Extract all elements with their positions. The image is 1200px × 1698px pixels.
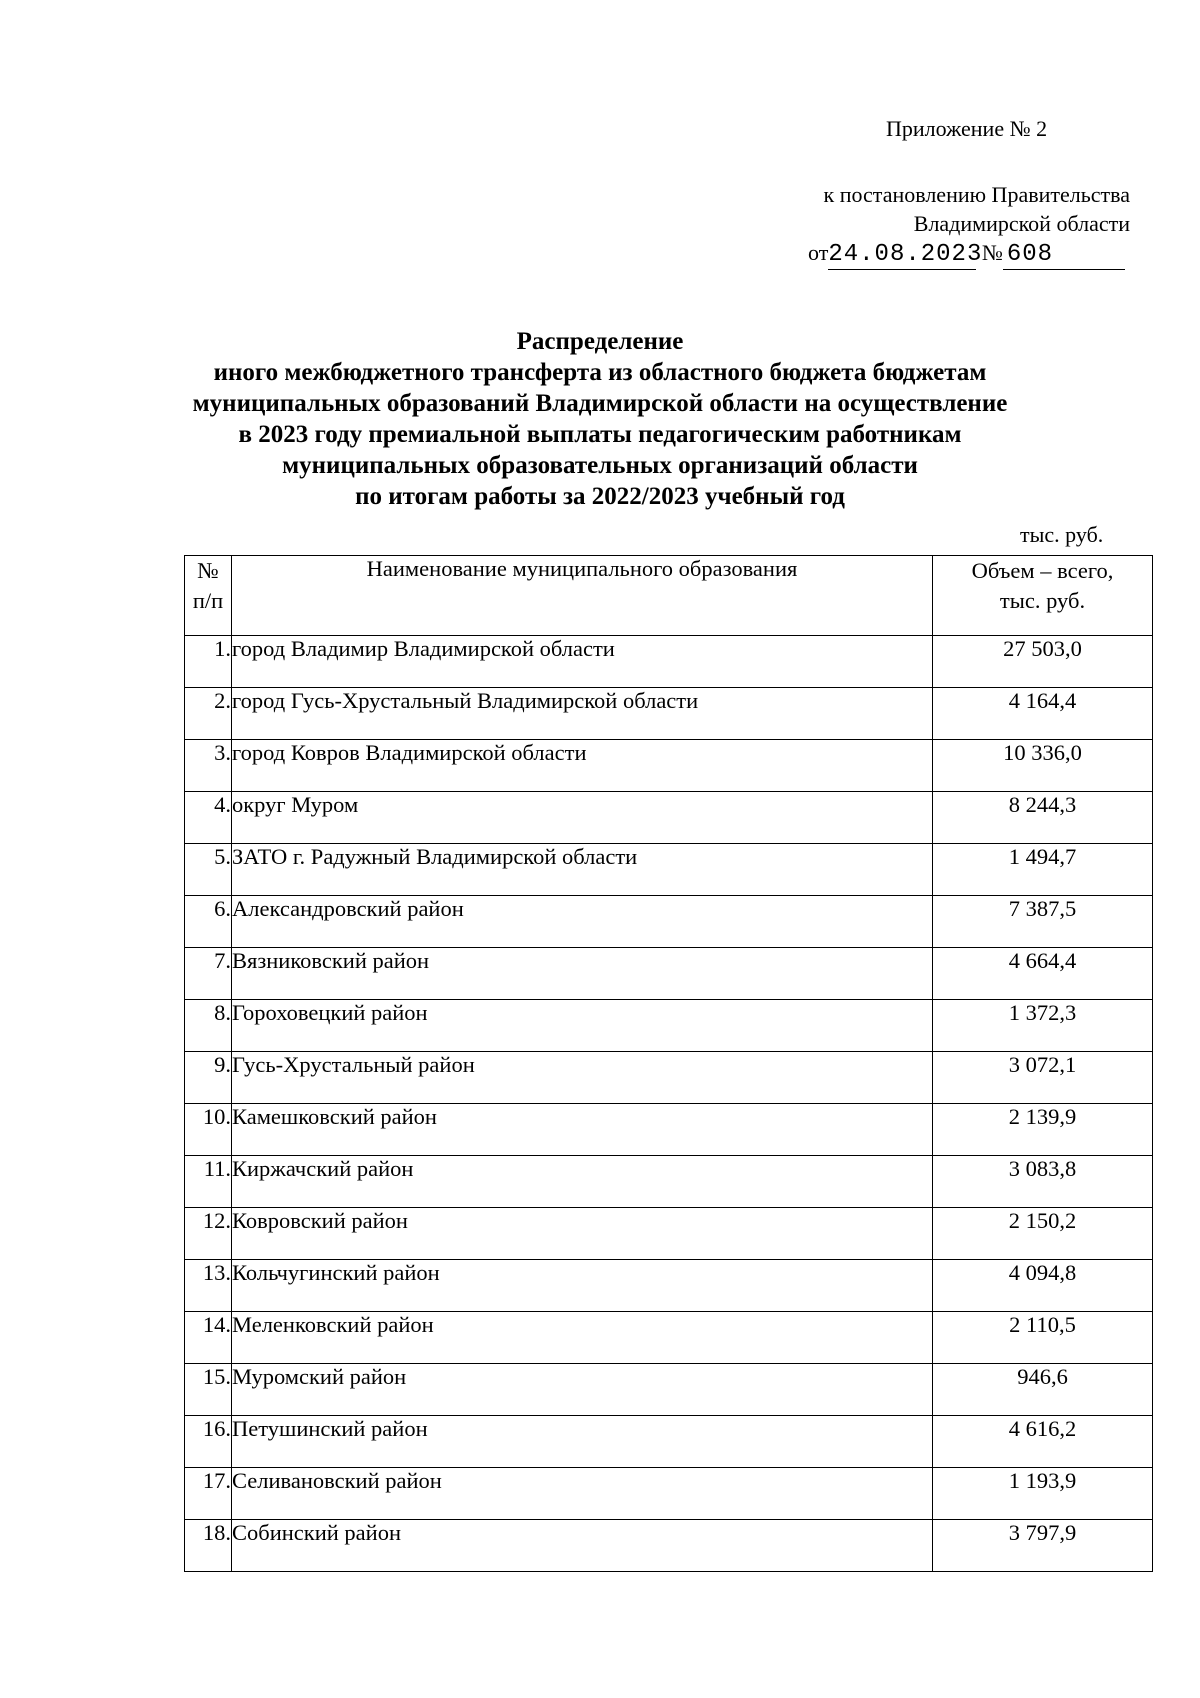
row-number: 3. [185,740,232,792]
header-number-line-2: п/п [192,588,224,613]
municipality-name: город Владимир Владимирской области [232,636,933,688]
municipality-name: Вязниковский район [232,948,933,1000]
header-name: Наименование муниципального образования [232,556,933,636]
number-prefix: № [981,240,1003,265]
appendix-number: Приложение № 2 [886,116,1048,141]
amount-value: 4 164,4 [933,688,1153,740]
municipality-name: Кольчугинский район [232,1260,933,1312]
title-line-6: по итогам работы за 2022/2023 учебный год [355,483,845,510]
amount-value: 4 094,8 [933,1260,1153,1312]
amount-value: 10 336,0 [933,740,1153,792]
amount-value: 4 616,2 [933,1416,1153,1468]
table-row [185,1468,1153,1520]
decree-date: 24.08.2023 [828,241,983,268]
table-row [185,688,1153,740]
municipality-name: Петушинский район [232,1416,933,1468]
amount-value: 2 110,5 [933,1312,1153,1364]
header-number [185,556,232,636]
amount-value: 1 372,3 [933,1000,1153,1052]
amount-value: 3 797,9 [933,1520,1153,1572]
row-number: 6. [185,896,232,948]
row-number: 1. [185,636,232,688]
table-row [185,1416,1153,1468]
title-line-2: иного межбюджетного трансферта из областного бюджета бюджетам [213,359,987,386]
amount-value: 8 244,3 [933,792,1153,844]
amount-value: 2 139,9 [933,1104,1153,1156]
title-line-5: муниципальных образовательных организаций области [282,452,918,479]
decree-date-number [800,238,1130,270]
amount-value: 1 193,9 [933,1468,1153,1520]
row-number: 8. [185,1000,232,1052]
table-row [185,896,1153,948]
table-row [185,1260,1153,1312]
distribution-table [184,555,1153,1572]
municipality-name: город Ковров Владимирской области [232,740,933,792]
row-number: 17. [185,1468,232,1520]
row-number: 7. [185,948,232,1000]
amount-value: 1 494,7 [933,844,1153,896]
municipality-name: Селивановский район [232,1468,933,1520]
amount-value: 3 083,8 [933,1156,1153,1208]
municipality-name: Киржачский район [232,1156,933,1208]
municipality-name: Камешковский район [232,1104,933,1156]
table-header-row [185,556,1153,636]
amount-value: 4 664,4 [933,948,1153,1000]
table-row [185,636,1153,688]
table-row [185,1156,1153,1208]
table-row [185,740,1153,792]
amount-value: 3 072,1 [933,1052,1153,1104]
table-row [185,1208,1153,1260]
table-row [185,1364,1153,1416]
table-row [185,792,1153,844]
municipality-name: Гусь-Хрустальный район [232,1052,933,1104]
row-number: 5. [185,844,232,896]
units-label: тыс. руб. [1020,522,1104,547]
row-number: 16. [185,1416,232,1468]
table-row [185,1520,1153,1572]
row-number: 12. [185,1208,232,1260]
decree-line-2: Владимирской области [913,211,1130,236]
municipality-name: ЗАТО г. Радужный Владимирской области [232,844,933,896]
title-line-3: муниципальных образований Владимирской области на осуществление [192,390,1008,417]
table-row [185,1052,1153,1104]
row-number: 14. [185,1312,232,1364]
header-value-line-1: Объем – всего, [971,558,1114,583]
row-number: 15. [185,1364,232,1416]
header-number-line-1: № [197,558,219,583]
decree-number: 608 [1003,240,1125,270]
row-number: 4. [185,792,232,844]
table-row [185,1104,1153,1156]
row-number: 18. [185,1520,232,1572]
municipality-name: Гороховецкий район [232,1000,933,1052]
municipality-name: Меленковский район [232,1312,933,1364]
decree-line-1: к постановлению Правительства [823,182,1130,207]
row-number: 13. [185,1260,232,1312]
title-line-4: в 2023 году премиальной выплаты педагогическим работникам [238,421,962,448]
table-row [185,948,1153,1000]
title-line-1: Распределение [516,328,684,355]
date-prefix: от [808,240,829,265]
table-row [185,1312,1153,1364]
header-value-line-2: тыс. руб. [999,588,1086,613]
municipality-name: Собинский район [232,1520,933,1572]
table-body [185,636,1153,1572]
amount-value: 2 150,2 [933,1208,1153,1260]
document-title [150,326,1050,512]
row-number: 9. [185,1052,232,1104]
municipality-name: Муромский район [232,1364,933,1416]
table-row [185,844,1153,896]
municipality-name: город Гусь-Хрустальный Владимирской области [232,688,933,740]
amount-value: 27 503,0 [933,636,1153,688]
decree-reference [800,180,1130,270]
amount-value: 946,6 [933,1364,1153,1416]
row-number: 10. [185,1104,232,1156]
amount-value: 7 387,5 [933,896,1153,948]
row-number: 11. [185,1156,232,1208]
municipality-name: Александровский район [232,896,933,948]
row-number: 2. [185,688,232,740]
header-value [933,556,1153,636]
municipality-name: округ Муром [232,792,933,844]
municipality-name: Ковровский район [232,1208,933,1260]
table-row [185,1000,1153,1052]
